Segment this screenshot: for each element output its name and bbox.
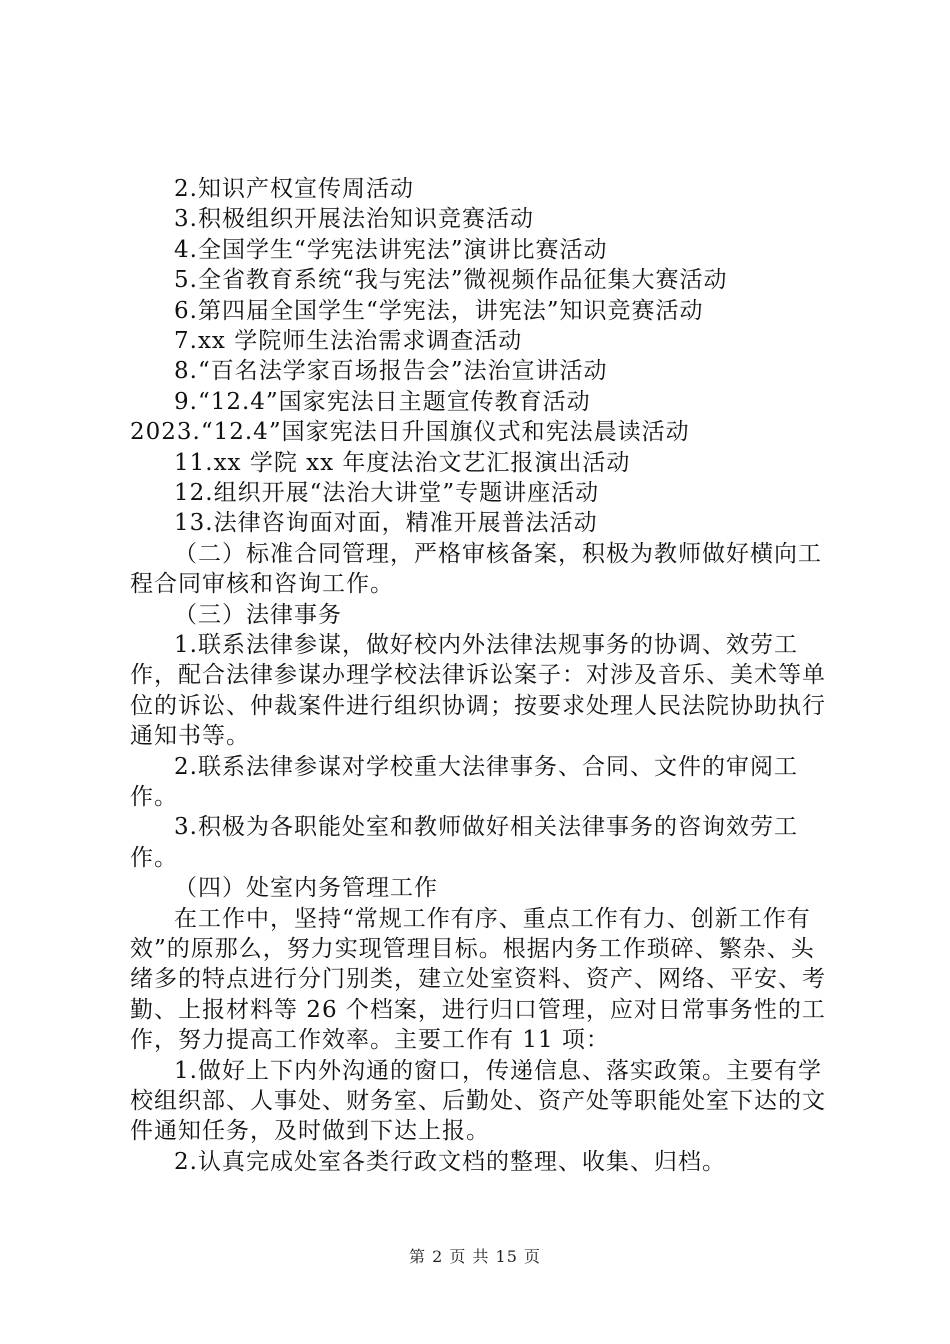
list-item: 2.知识产权宣传周活动 [174,176,414,202]
internal-paragraph: 1.做好上下内外沟通的窗口，传递信息、落实政策。主要有学校组织部、人事处、财务室、后勤处、资产处等职能处室下达的文件通知任务，及时做到下达上报。 [130,1057,826,1145]
list-item: 3.积极组织开展法治知识竞赛活动 [174,206,534,233]
activity-list [130,174,830,539]
internal-paragraph: 在工作中，坚持“常规工作有序、重点工作有力、创新工作有效”的原那么，努力实现管理目标。根据内务工作琐碎、繁杂、头绪多的特点进行分门别类，建立处室资料、资产、网络、平安、考勤、上报材料等 26 个档案，进行归口管理，应对日常事务性的工作，努力提高工作效率。主要工作有 11 项： [130,905,826,1054]
internal-affairs-heading: （四）处室内务管理工作 [174,875,438,902]
legal-paragraph: 1.联系法律参谋，做好校内外法律法规事务的协调、效劳工作，配合法律参谋办理学校法律诉讼案子：对涉及音乐、美术等单位的诉讼、仲裁案件进行组织协调；按要求处理人民法院协助执行通知书等。 [130,631,826,750]
document-body [130,174,830,1177]
list-item: 2023.“12.4”国家宪法日升国旗仪式和宪法晨读活动 [130,419,690,446]
list-item: 6.第四届全国学生“学宪法，讲宪法”知识竞赛活动 [174,297,704,324]
list-item: 11.xx 学院 xx 年度法治文艺汇报演出活动 [174,449,631,476]
list-item: 4.全国学生“学宪法讲宪法”演讲比赛活动 [174,236,608,263]
list-item: 7.xx 学院师生法治需求调查活动 [174,327,523,354]
contract-paragraph: （二）标准合同管理，严格审核备案，积极为教师做好横向工程合同审核和咨询工作。 [130,540,822,598]
list-item: 5.全省教育系统“我与宪法”微视频作品征集大赛活动 [174,267,728,294]
internal-paragraph: 2.认真完成处室各类行政文档的整理、收集、归档。 [174,1148,726,1175]
legal-paragraph: 2.联系法律参谋对学校重大法律事务、合同、文件的审阅工作。 [130,753,798,810]
list-item: 9.“12.4”国家宪法日主题宣传教育活动 [174,388,591,415]
list-item: 8.“百名法学家百场报告会”法治宣讲活动 [174,358,608,385]
legal-affairs-heading: （三）法律事务 [174,601,342,628]
page-footer: 第 2 页 共 15 页 [409,1247,541,1266]
list-item: 12.组织开展“法治大讲堂”专题讲座活动 [174,479,600,506]
legal-paragraph: 3.积极为各职能处室和教师做好相关法律事务的咨询效劳工作。 [130,814,798,871]
list-item: 13.法律咨询面对面，精准开展普法活动 [174,510,598,537]
